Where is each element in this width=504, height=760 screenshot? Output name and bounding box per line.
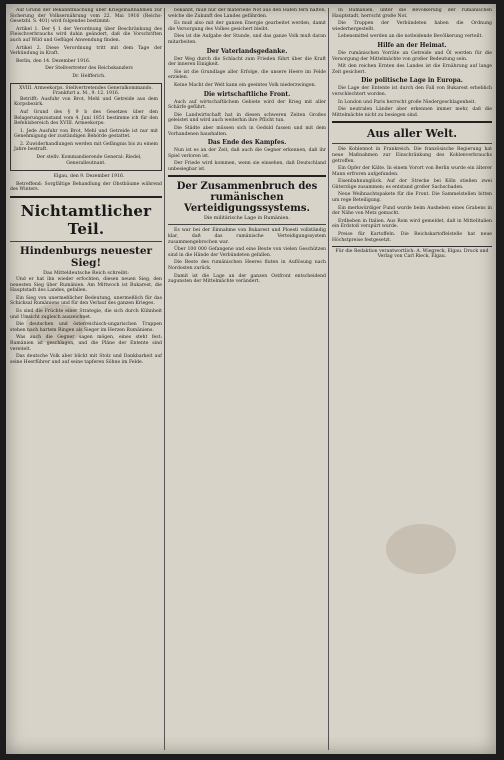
article-paragraph: Die Landwirtschaft hat in diesen schweren Zeiten Großes geleistet und wird auch weiterhin ihre Pflicht tun. <box>168 112 326 124</box>
city-notice <box>10 174 162 193</box>
news-item: Ein merkwürdiger Fund wurde beim Ausheben eines Grabens in der Nähe von Metz gemacht. <box>332 205 492 217</box>
article-paragraph: Die deutschen und österreichisch-ungarischen Truppen stehen nach hartem Ringen als Sieger im Herzen Rumäniens. <box>10 322 162 333</box>
imprint-footer: Für die Redaktion verantwortlich: A. Wiegreck, Elgau. Druck und Verlag von Carl Rieck, Elgau. <box>332 246 492 259</box>
vaterland-article <box>168 57 326 89</box>
article-paragraph: Die Lage der Entente ist durch den Fall von Bukarest erheblich verschlechtert worden. <box>332 86 492 97</box>
article-paragraph: Es war bei der Einnahme von Bukarest und Ploesti vollständig klar, daß das rumänische Verteidigungssystem zusammengebrochen war. <box>168 228 326 245</box>
article-paragraph: In London und Paris herrscht große Niedergeschlagenheit. <box>338 99 476 105</box>
body-paragraph: Artikel 2. Diese Verordnung tritt mit dem Tage der Verkündung in Kraft. <box>10 45 162 57</box>
article-paragraph: Lebensmittel werden an die notleidende Bevölkerung verteilt. <box>338 34 483 40</box>
article-paragraph: Die Truppen der Verbündeten haben die Ordnung wiederhergestellt. <box>332 21 492 32</box>
article-paragraph: Es sind die Früchte einer Strategie, die sich durch Kühnheit und Umsicht zugleich auszeichnet. <box>10 309 162 320</box>
article-paragraph: Die neutralen Länder aber erkennen immer mehr, daß die Mittelmächte nicht zu besiegen sind. <box>332 107 492 118</box>
article-paragraph: Die Städte aber müssen sich in Geduld fassen und mit dem Vorhandenen haushalten. <box>168 125 326 137</box>
collapse-article <box>168 228 326 284</box>
article-paragraph: Die Reste des rumänischen Heeres fluten in Auflösung nach Nordosten zurück. <box>168 260 326 272</box>
article-paragraph: Die rumänischen Vorräte an Getreide und Öl werden für die Versorgung der Mittelmächte von großer Bedeutung sein. <box>332 50 492 62</box>
collapse-subheadline: Die militärische Lage in Rumänien. <box>204 216 290 222</box>
official-notice-block <box>10 8 162 80</box>
article-paragraph: Nun ist es an der Zeit, daß auch die Gegner erkennen, daß ihr Spiel verloren ist. <box>168 148 326 159</box>
right-top-article <box>332 8 492 40</box>
city-dateline: Elgau, den 9. Dezember 1916. <box>53 174 125 180</box>
article-paragraph: bekannt, muß nur der materielle Not aus den Häfen fern halten, welche die Zukunft des Landes gefährden. <box>168 8 326 19</box>
notice-paragraph: Betrifft: Ausfuhr von Brot, Mehl und Getreide aus dem Korpsbezirk. <box>14 96 158 108</box>
world-news-article <box>332 147 492 243</box>
hindenburg-subheadline: Das Mitteldeutsche Reich schreibt: <box>43 271 129 277</box>
right-column <box>332 8 492 750</box>
section-rule <box>168 224 326 225</box>
section-heading: Die wirtschaftliche Front. <box>203 90 291 98</box>
newspaper-page <box>6 4 496 754</box>
news-item: Die Kohlennot in Frankreich. Die französische Regierung hat neue Maßnahmen zur Einschränkung des Kohlenverbrauchs getroffen. <box>332 147 492 164</box>
world-news-headline: Aus aller Welt. <box>366 127 458 141</box>
hindenburg-article <box>10 277 162 365</box>
middle-column <box>168 8 326 750</box>
signature-name: Dr. Helfferich. <box>72 73 106 79</box>
section-heading: Die politische Lage in Europa. <box>361 77 463 85</box>
notice-paragraph: 2. Zuwiderhandlungen werden mit Gefängnis bis zu einem Jahre bestraft. <box>14 141 158 153</box>
hilfe-article <box>332 51 492 75</box>
notice-signature: Der stellv. Kommandierende General: Riedel, Generalleutnant. <box>36 155 142 166</box>
section-heading: Das Ende des Kampfes. <box>207 139 287 147</box>
column-divider <box>164 8 165 750</box>
collapse-headline: Der Zusammenbruch des rumänischen Verteidigungssystems. <box>176 181 318 215</box>
article-paragraph: Der Friede wird kommen, wenn sie einsehen, daß Deutschland unbesiegbar ist. <box>168 161 326 172</box>
notice-paragraph: Auf Grund des § 9 b des Gesetzes über den Belagerungszustand vom 4. Juni 1851 bestimme ich für den Befehlsbereich des XVIII. Armeekorps: <box>14 109 158 127</box>
news-item: Ein Opfer der Kälte. In einem Vorort von Berlin wurde ein älterer Mann erfroren aufgefunden. <box>332 166 492 177</box>
article-paragraph: Auch auf wirtschaftlichem Gebiete wird der Krieg mit aller Schärfe geführt. <box>168 99 326 111</box>
article-paragraph: Das deutsche Volk aber blickt mit Stolz und Dankbarkeit auf seine Heerführer und auf seine tapferen Söhne im Felde. <box>10 354 162 365</box>
news-item: Eisenbahnunglück. Auf der Strecke bei Köln stießen zwei Güterzüge zusammen; es entstand großer Sachschaden. <box>332 179 492 190</box>
news-item: Neue Weihnachtspakete für die Front. Die Sammelstellen bitten um rege Beteiligung. <box>332 192 492 204</box>
signature-title: Der Stellvertreter des Reichskanzlers <box>45 66 133 72</box>
ende-article <box>168 148 326 172</box>
article-paragraph: Was auch die Gegner sagen mögen, eines steht fest: Rumänien ist geschlagen, und die Pläne der Entente sind vereitelt. <box>10 335 162 352</box>
wirtschaft-article <box>168 100 326 138</box>
article-paragraph: Ein Sieg von unermeßlicher Bedeutung, unermeßlich für das Schicksal Rumäniens und für den Verlauf des ganzen Krieges. <box>10 295 162 307</box>
section-heading: Der Vaterlandsgedanke. <box>206 47 288 55</box>
left-column <box>10 8 162 750</box>
column-divider <box>328 8 329 750</box>
article-paragraph: Es muß also mit der ganzen Energie gearbeitet werden, damit die Versorgung des Volkes gesichert bleibt. <box>168 21 326 32</box>
section-rule <box>332 143 492 144</box>
article-paragraph: Damit ist die Lage an der ganzen Ostfront entscheidend zugunsten der Mittelmächte verändert. <box>168 273 326 285</box>
article-paragraph: In Rumänien, unter die Bevölkerung der rumänischen Hauptstadt, herrscht große Not. <box>332 8 492 19</box>
nonofficial-heading: Nichtamtlicher Teil. <box>20 202 152 239</box>
article-paragraph: Keine Macht der Welt kann ein geeintes Volk niederzwingen. <box>174 82 316 88</box>
section-rule <box>10 241 162 242</box>
article-paragraph: Mit den reichen Ernten des Landes ist die Ernährung auf lange Zeit gesichert. <box>332 64 492 75</box>
section-heading: Hilfe an der Heimat. <box>377 41 447 49</box>
news-item: Preise für Kartoffeln. Die Reichskartoffelstelle hat neue Höchstpreise festgesetzt. <box>332 232 492 243</box>
body-paragraph: Auf Grund der Bekanntmachung über Kriegsmaßnahmen zur Sicherung der Volksernährung vom 22. Mai 1916 (Reichs-Gesetzbl. S. 401) wird folgendes bestimmt: <box>10 8 162 25</box>
hindenburg-headline: Hindenburgs neuester Sieg! <box>19 245 153 270</box>
politik-article <box>332 86 492 118</box>
body-paragraph: Artikel 1. Der § 1 der Verordnung über Beschränkung des Fleischverbrauchs wird dahin geändert, daß die Vorschriften auch auf Wild und Geflügel Anwendung finden. <box>10 26 162 43</box>
news-item: Erdbeben in Italien. Aus Rom wird gemeldet, daß in Mittelitalien ein Erdstoß verspürt wurde. <box>332 218 492 230</box>
middle-top-article <box>168 8 326 46</box>
army-notice-header: XVIII. Armeekorps. Stellvertretendes Generalkommando. Frankfurt a. M., 9. 12. 1916. <box>19 85 153 97</box>
short-notice: Betreffend: Sorgfältige Behandlung der Obstbäume während des Winters. <box>10 181 162 193</box>
article-paragraph: Über 100 000 Gefangene und eine Beute von vielen Geschützen sind in die Hände der Verbündeten gefallen. <box>168 247 326 258</box>
notice-paragraph: 1. Jede Ausfuhr von Brot, Mehl und Getreide ist nur mit Genehmigung der zuständigen Behörde gestattet. <box>14 128 158 140</box>
article-paragraph: Der Weg durch die Schlacht zum Frieden führt über die Kraft der inneren Einigkeit. <box>168 56 326 68</box>
article-paragraph: Sie ist die Grundlage aller Erfolge, die unsere Heere im Felde erzielen. <box>168 69 326 81</box>
section-rule <box>332 121 492 123</box>
army-notice-box <box>10 83 162 172</box>
article-paragraph: Dies ist die Aufgabe der Stunde, und das ganze Volk muß daran mitarbeiten. <box>168 34 326 45</box>
section-rule <box>10 196 162 198</box>
section-rule <box>168 175 326 177</box>
body-paragraph: Berlin, den 14. Dezember 1916. <box>16 58 91 64</box>
article-paragraph: Und er hat ihn wieder erfochten, diesen neuen Sieg, den neuesten Sieg über Rumänien. Am Mittwoch ist Bukarest, die Hauptstadt des Landes, gefallen. <box>10 277 162 294</box>
